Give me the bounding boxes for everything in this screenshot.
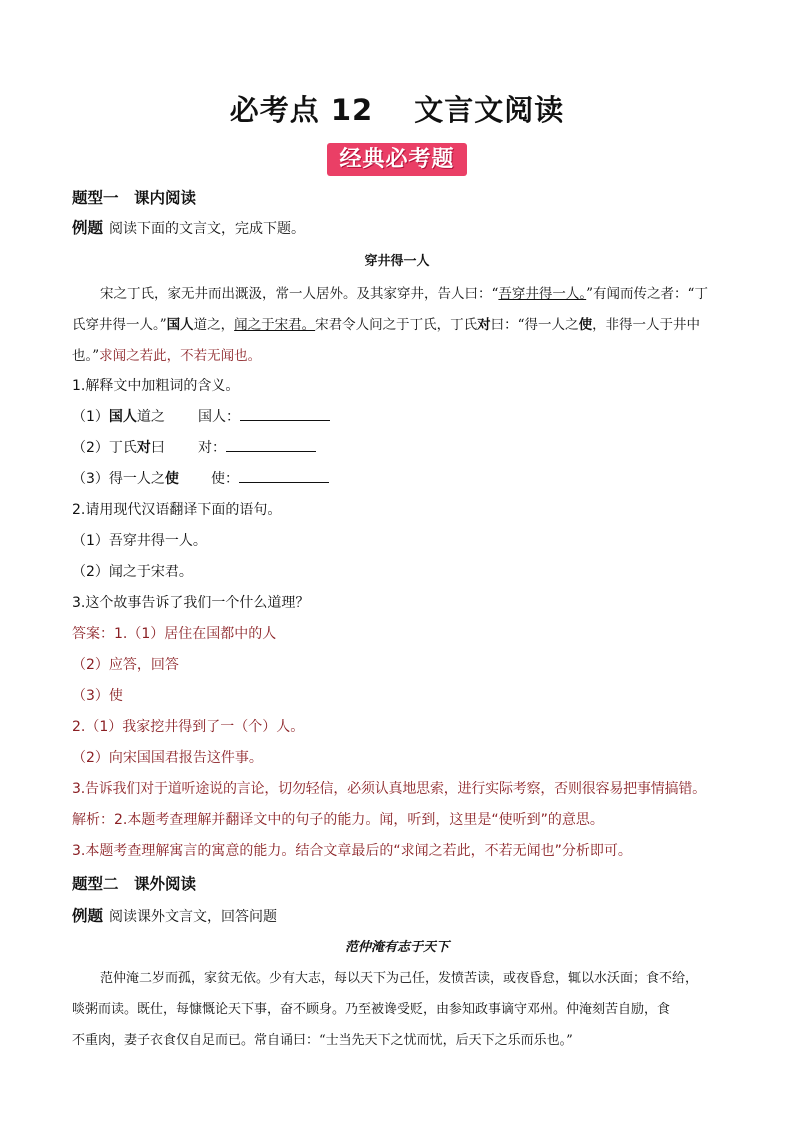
passage-text: ，非得一人于井中: [592, 317, 701, 333]
answer-blank[interactable]: [239, 468, 329, 483]
passage-text: ”有闻而传之者：“丁: [586, 286, 708, 302]
answer-label: 使：: [211, 471, 239, 487]
passage-bold: 国人: [166, 317, 194, 333]
item-text: （2）丁氏: [72, 440, 137, 456]
item-text: 道之: [136, 409, 165, 425]
passage1-line-3: [72, 344, 261, 364]
classic-badge: 经典必考题: [327, 143, 467, 176]
item-bold: 国人: [108, 409, 137, 425]
passage2-line-1: 范仲淹二岁而孤，家贫无依。少有大志，每以天下为己任，发愤苦读，或夜昏怠，辄以水沃面；食不给，: [100, 971, 699, 986]
q1-answer-1: [198, 406, 330, 426]
section2-heading: 题型二 课外阅读: [72, 875, 197, 893]
passage-text: 宋君令人问之于丁氏，丁氏: [315, 317, 478, 333]
passage2-title: 范仲淹有志于天下: [344, 940, 449, 955]
item-text: （1）: [72, 409, 109, 425]
page-title: 必考点 12 文言文阅读: [229, 93, 565, 127]
item-text: （3）得一人之: [72, 471, 165, 487]
item-bold: 使: [164, 471, 179, 487]
example-label: 例题: [72, 907, 104, 925]
question-3: 3.这个故事告诉了我们一个什么道理？: [72, 595, 310, 611]
answer-line: （2）向宋国国君报告这件事。: [72, 750, 263, 766]
q1-answer-2: [198, 437, 316, 457]
analysis-line: 解析：2.本题考查理解并翻译文中的句子的能力。闻，听到，这里是“使听到”的意思。: [72, 812, 604, 828]
answer-line: 3.告诉我们对于道听途说的言论，切勿轻信，必须认真地思索，进行实际考察，否则很容易把事情搞错。: [72, 781, 706, 797]
passage-underlined: 闻之于宋君。: [234, 317, 316, 333]
analysis-line: 3.本题考查理解寓言的寓意的能力。结合文章最后的“求闻之若此，不若无闻也”分析即可。: [72, 843, 632, 859]
q2-item-2: （2）闻之于宋君。: [72, 564, 193, 580]
passage2-line-2: 啖粥而读。既仕，每慷慨论天下事，奋不顾身。乃至被谗受贬，由参知政事谪守邓州。仲淹刻苦自励，食: [72, 1002, 671, 1017]
example-instruction: 阅读课外文言文，回答问题: [109, 909, 278, 925]
q1-item-3: [72, 468, 179, 488]
answer-label: 国人：: [198, 409, 240, 425]
section2-example: [72, 904, 277, 926]
question-1: 1.解释文中加粗词的含义。: [72, 378, 240, 394]
q1-item-1: [72, 406, 165, 426]
example-label: 例题: [72, 219, 104, 237]
passage2-line-3: 不重肉，妻子衣食仅自足而已。常自诵曰：“士当先天下之忧而忧，后天下之乐而乐也。”: [72, 1033, 573, 1048]
passage1-line-2: [72, 313, 700, 333]
question-2: 2.请用现代汉语翻译下面的语句。: [72, 502, 282, 518]
answer-line: 答案：1.（1）居住在国都中的人: [72, 626, 277, 642]
passage-underlined: 吾穿井得一人。: [498, 286, 587, 302]
q2-item-1: （1）吾穿井得一人。: [72, 533, 207, 549]
example-instruction: 阅读下面的文言文，完成下题。: [109, 221, 306, 237]
passage-bold: 对: [477, 317, 491, 333]
passage1-line-1: [100, 282, 708, 302]
q1-item-2: [72, 437, 165, 457]
passage-text: 氏穿井得一人。”: [72, 317, 167, 333]
answer-label: 对：: [198, 440, 226, 456]
answer-line: （3）使: [72, 688, 123, 704]
section1-heading: 题型一 课内阅读: [72, 189, 197, 207]
passage1-title: 穿井得一人: [364, 254, 430, 269]
answer-line: 2.（1）我家挖井得到了一（个）人。: [72, 719, 305, 735]
passage-text: 求闻之若此，不若无闻也。: [99, 348, 262, 364]
item-bold: 对: [136, 440, 151, 456]
passage-text: 也。”: [72, 348, 100, 364]
passage-text: 宋之丁氏，家无井而出溉汲，常一人居外。及其家穿井，告人曰：“: [100, 286, 499, 302]
answer-blank[interactable]: [226, 437, 316, 452]
answer-line: （2）应答，回答: [72, 657, 179, 673]
section1-example: [72, 216, 305, 238]
item-text: 曰: [150, 440, 165, 456]
passage-bold: 使: [578, 317, 593, 333]
answer-blank[interactable]: [240, 406, 330, 421]
q1-answer-3: [211, 468, 329, 488]
passage-text: 道之，: [193, 317, 235, 333]
passage-text: 曰：“得一人之: [490, 317, 579, 333]
